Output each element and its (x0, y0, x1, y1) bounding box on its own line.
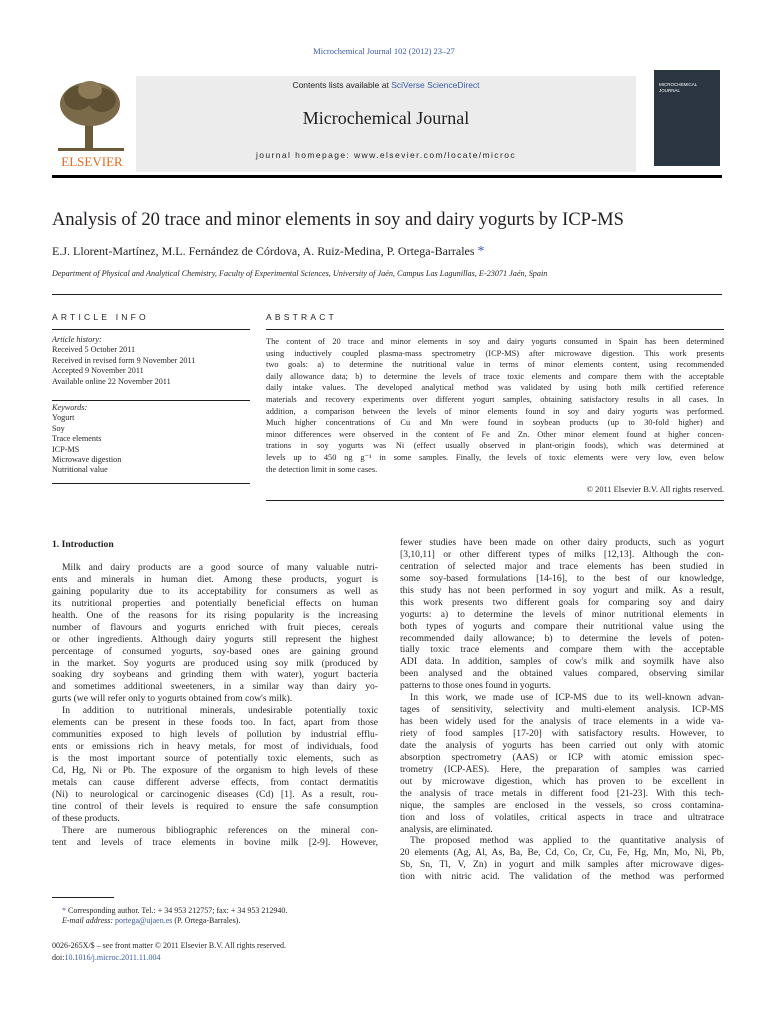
article-title: Analysis of 20 trace and minor elements in soy and dairy yogurts by ICP-MS (52, 210, 624, 230)
body-line: ents or emissions rich in heavy metals, for most of individuals, food (52, 741, 378, 753)
journal-cover-image (654, 70, 720, 166)
keyword: Soy (52, 423, 65, 433)
body-line: number of flavours and yogurts enriched with fruit pieces, cereals (52, 621, 378, 633)
divider (266, 329, 724, 330)
history-item: Received in revised form 9 November 2011 (52, 355, 196, 365)
body-line: trometry (ICP-AES). Here, the preparation of samples was carried (400, 763, 724, 775)
abstract-line: using inductively coupled plasma-mass spectrometry (ICP-MS) after microwave digestion. This work presents (266, 348, 724, 358)
body-line: soaking dry soybeans and grinding them with water), yogurt bacteria (52, 669, 378, 681)
divider (266, 500, 724, 501)
journal-title: Microchemical Journal (302, 108, 470, 128)
contents-prefix: Contents lists available at (292, 80, 389, 90)
body-line: fewer studies have been made on other dairy products, such as yogurt (400, 537, 724, 548)
body-line: ADI data. In addition, samples of cow's milk and soymilk have also (400, 656, 724, 668)
issn-line: 0026-265X/$ – see front matter © 2011 Elsevier B.V. All rights reserved. (52, 941, 287, 950)
history-label: Article history: (52, 335, 102, 344)
body-line: recommended daily allowance; b) to determine the levels of poten- (400, 632, 724, 644)
keyword: Microwave digestion (52, 455, 122, 465)
body-line: tent and levels of trace elements in bovine milk [2-9]. However, (52, 836, 378, 848)
elsevier-wordmark: ELSEVIER (61, 154, 123, 169)
body-line: communities exposed to high levels of pollution by industrial efflu- (52, 729, 378, 741)
divider (52, 483, 250, 484)
body-line: this study has not been performed in soy yogurt and milk. As a result, (400, 584, 724, 596)
abstract-line: addition, a comparison between the levels of minor elements found in soy and dairy yogurts was performed. (266, 406, 724, 416)
footnote (52, 906, 378, 927)
body-line: Cd, Hg, Ni or Pb. The exposure of the organism to high levels of these (52, 764, 378, 776)
abstract-line: trations in soy yogurts was Ni (effect usually observed in plant-origin foods), which was determined at (266, 441, 724, 451)
keyword: Yogurt (52, 413, 75, 423)
body-line: nique, the samples are enclosed in the vessels, so cross contamina- (400, 799, 724, 811)
section-heading-introduction: 1. Introduction (52, 539, 114, 550)
body-line: has been widely used for the analysis of trace elements in a wide va- (400, 716, 724, 728)
corresponding-author-note (52, 906, 378, 916)
body-line: 20 elements (Ag, Al, As, Ba, Be, Cd, Co, Cr, Cu, Fe, Hg, Mn, Mo, Ni, Pb, (400, 847, 724, 859)
body-line: out by microwave digestion, which has proven to be excellent in (400, 775, 724, 787)
body-line: elements can be present in these foods too. In fact, apart from those (52, 717, 378, 729)
body-line: gaining popularity due to its acceptability for consumers as well as (52, 585, 378, 597)
cover-title (659, 82, 697, 93)
copyright-notice: © 2011 Elsevier B.V. All rights reserved. (586, 485, 724, 494)
body-line: In this work, we made use of ICP-MS due to its well-known advan- (410, 692, 724, 704)
abstract-line: daily allowance data; b) to determine the levels of trace toxic elements and compare them with the acceptable (266, 371, 724, 381)
abstract-line: materials and recovery experiments over different yogurt samples, obtaining satisfactory results in all cases. In (266, 394, 724, 404)
body-line: Milk and dairy products are a good source of many valuable nutri- (62, 562, 378, 573)
email-note (52, 916, 378, 926)
corresponding-author-link[interactable]: * (477, 244, 485, 259)
corresponding-author-text: Corresponding author. Tel.: + 34 953 212757; fax: + 34 953 212940. (68, 906, 288, 915)
elsevier-logo[interactable] (52, 76, 132, 172)
doi-line (52, 952, 452, 964)
abstract-line: the detection limit in some cases. (266, 464, 378, 474)
body-line: In addition to nutritional minerals, undesirable potentially toxic (62, 705, 378, 717)
article-info-heading: ARTICLE INFO (52, 312, 149, 322)
body-line: Sb, Sn, Tl, V, Zn) in yogurt and milk samples after microwave diges- (400, 859, 724, 871)
body-line: tages of sensitivity, selectivity and multi-element analysis. ICP-MS (400, 704, 724, 716)
footnote-mark: * (62, 906, 66, 915)
journal-masthead (52, 76, 722, 172)
body-line: riety of food samples [17-20] with satisfactory results. However, to (400, 728, 724, 739)
body-line: both types of yogurts and compare their nutritional value using the (400, 620, 724, 632)
body-line: its nutritional properties and potentially beneficial effects on human (52, 597, 378, 609)
journal-banner (136, 76, 636, 172)
body-line: absorption spectrometry (AAS) or ICP with atomic emission spec- (400, 751, 724, 763)
body-line: tion with nitric acid. The validation of the method was performed (400, 871, 724, 883)
keyword: Trace elements (52, 434, 102, 444)
journal-homepage-link[interactable]: journal homepage: www.elsevier.com/locate/microc (256, 150, 516, 160)
keyword-list (52, 403, 250, 476)
doi-link[interactable]: 10.1016/j.microc.2011.11.004 (64, 952, 161, 962)
body-line: centration of selected major and trace elements has been studied in (400, 560, 724, 572)
body-line: There are numerous bibliographic references on the mineral con- (62, 824, 378, 836)
body-line: the analysis of trace metals in different food [21-23]. With this tech- (400, 787, 724, 799)
body-line: in the market. Soy yogurts are produced using soy milk (produced by (52, 657, 378, 669)
body-line: some soy-based formulations [14-16], to the best of our knowledge, (400, 572, 724, 584)
author-list (52, 244, 722, 260)
contents-line (136, 80, 636, 90)
body-line: is the most important source of potentially toxic elements, such as (52, 753, 378, 764)
abstract-line: levels up to 450 ng g⁻¹ in some samples. Finally, the levels of toxic elements were very low, even below (266, 452, 724, 462)
cover-title-line: MICROCHEMICAL (659, 82, 698, 87)
body-line: percentage of consumed yogurts, soy-based ones are gaining ground (52, 645, 378, 657)
body-line: this work presents two different goals for comparing soy and dairy (400, 596, 724, 608)
body-line: and sometimes additional sweeteners, in a similar way than dairy yo- (52, 681, 378, 693)
section-rule (52, 294, 722, 295)
body-line: [3,10,11] or other different types of milks [12,13]. Although the con- (400, 548, 724, 560)
body-line: date the analysis of yogurts has been carried out only with atomic (400, 739, 724, 751)
issn-block (52, 940, 452, 963)
body-line: analysis, are eliminated. (400, 823, 493, 835)
body-line: tion and loss of volatiles, critical aspects in trace and ultratrace (400, 811, 724, 823)
keyword: ICP-MS (52, 444, 80, 454)
journal-citation[interactable]: Microchemical Journal 102 (2012) 23–27 (313, 46, 455, 56)
body-column-right (400, 537, 724, 883)
keyword: Nutritional value (52, 465, 108, 475)
abstract-line: two goals: a) to determine the nutritional value in terms of minor elements content, using recommended (266, 360, 724, 370)
doi-label: doi: (52, 952, 65, 962)
body-column-left (52, 562, 378, 849)
body-line: tially toxic trace elements and compare them with the acceptable (400, 644, 724, 656)
body-line: or other ingredients. Although dairy yogurts still represent the highest (52, 633, 378, 645)
history-item: Accepted 9 November 2011 (52, 366, 144, 376)
abstract-line: Much higher concentrations of Cu and Mn were found in soybean products (up to 30-fold higher) and (266, 418, 724, 428)
body-line: gurts (we will refer only to yogurts obtained from cow's milk). (52, 693, 293, 705)
email-link[interactable]: portega@ujaen.es (115, 916, 173, 926)
body-line: ents and minerals in human diet. Among these products, yogurt is (52, 573, 378, 585)
authors-text: E.J. Llorent-Martínez, M.L. Fernández de Córdova, A. Ruiz-Medina, P. Ortega-Barrales (52, 244, 475, 258)
abstract-line: The content of 20 trace and minor elements in soy and dairy yogurts consumed in Spain has been determined (266, 337, 724, 346)
divider (52, 329, 250, 330)
body-line: of these products. (52, 812, 120, 824)
body-line: metals can cause different adverse effects, from contact dermatitis (52, 776, 378, 788)
abstract-line: minor differences were observed in the content of Fe and Zn. Other minor element found at higher concen- (266, 429, 724, 439)
sciencedirect-link[interactable]: SciVerse ScienceDirect (391, 80, 480, 90)
abstract-line: daily intake values. The developed analytical method was validated by using both milk certified reference (266, 383, 724, 393)
body-line: yogurts: a) to determine the levels of minor nutritional elements in (400, 608, 724, 620)
body-line: been analysed and the obtained values compared, observing similar (400, 668, 724, 680)
footnote-rule (52, 897, 114, 898)
body-line: The proposed method was applied to the quantitative analysis of (410, 835, 724, 847)
keywords-label: Keywords: (52, 403, 88, 412)
email-label: E-mail address: (62, 916, 114, 926)
history-item: Available online 22 November 2011 (52, 376, 171, 386)
affiliation: Department of Physical and Analytical Chemistry, Faculty of Experimental Sciences, University of Jaén, Campus Las Lagunillas, E-23071 Jaén, Spain (52, 269, 548, 278)
masthead-rule (52, 175, 722, 178)
history-item: Received 5 October 2011 (52, 345, 136, 355)
body-line: health. One of the reasons for its rising popularity is the increasing (52, 609, 378, 621)
divider (52, 400, 250, 401)
body-line: tine control of their levels is required to ensure the safe consumption (52, 800, 378, 812)
abstract-heading: ABSTRACT (266, 312, 337, 322)
article-history (52, 335, 250, 387)
cover-title-line: JOURNAL (659, 87, 681, 93)
body-line: patterns to those ones found in yogurts. (400, 680, 552, 692)
abstract-body (266, 336, 724, 475)
email-suffix: (P. Ortega-Barrales). (174, 916, 241, 926)
body-line: (Ni) to neurological or carcinogenic diseases (Cd) [1]. As a result, rou- (52, 788, 378, 800)
